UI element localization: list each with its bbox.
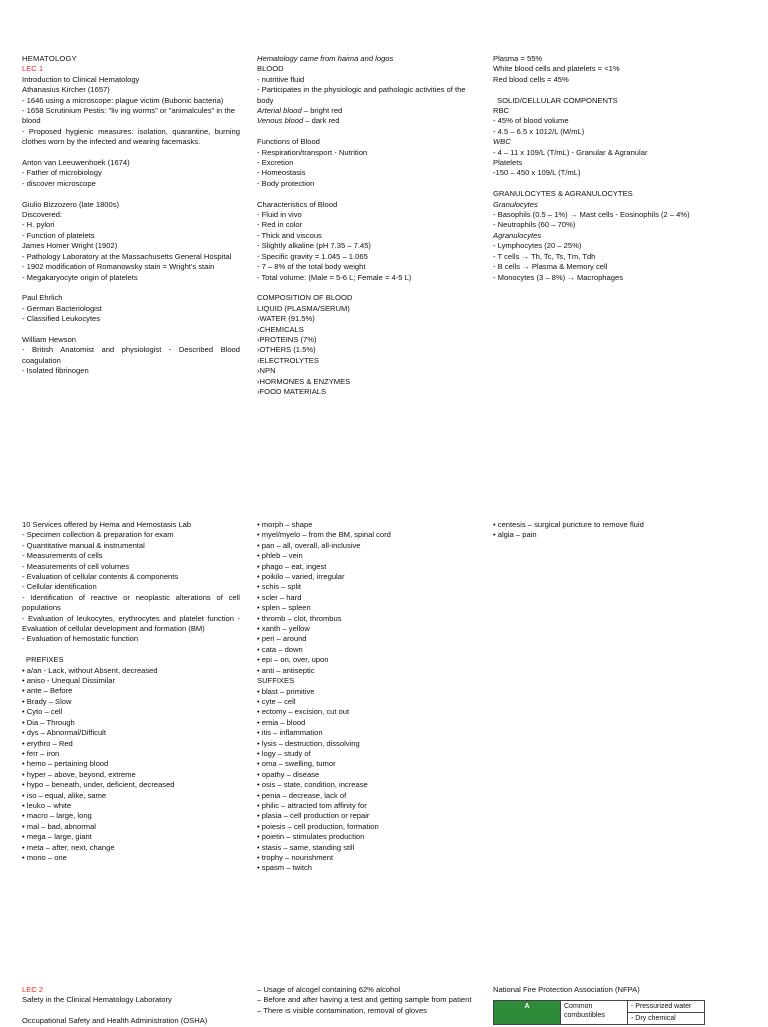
- section-heading: National Fire Protection Association (NFPA): [493, 985, 640, 994]
- note-line: Plasma = 55%: [493, 54, 543, 63]
- section-heading: Characteristics of Blood: [257, 199, 338, 209]
- list-item: • stasis – same, standing still: [257, 842, 355, 852]
- list-item: • philic – attracted tom affinity for: [257, 800, 367, 810]
- arterial-value: – bright red: [301, 106, 343, 116]
- list-item: • Brady – Slow: [22, 696, 72, 706]
- list-item: • schis – split: [257, 582, 302, 592]
- list-item: • anti – antiseptic: [257, 665, 315, 675]
- note-line: - Neutrophils (60 – 70%): [493, 220, 576, 230]
- page1-column-3: [493, 54, 718, 283]
- note-line: ›NPN: [257, 366, 276, 376]
- list-item: • hyper – above, beyond, extreme: [22, 769, 136, 779]
- list-item: • logy – study of: [257, 748, 311, 758]
- note-line: - B cells → Plasma & Memory cell: [493, 262, 608, 272]
- note-line: ›CHEMICALS: [257, 324, 304, 334]
- note-line: [257, 116, 479, 126]
- note-line: - H. pylori: [22, 220, 55, 230]
- person-name: Anton van Leeuwenhoek (1674): [22, 158, 130, 168]
- list-item: • lysis – destruction, dissolving: [257, 738, 360, 748]
- note-line: – Before and after having a test and getting sample from patient: [257, 995, 472, 1005]
- list-item: • Dia – Through: [22, 717, 75, 727]
- page3-column-2: [257, 985, 479, 1016]
- section-heading: Functions of Blood: [257, 137, 320, 147]
- subheading: WBC: [493, 137, 511, 147]
- list-item: • poietin – stimulates production: [257, 832, 365, 842]
- list-item: • thromb – clot, thrombus: [257, 613, 342, 623]
- note-line: - Cellular identification: [22, 582, 97, 592]
- list-item: • pan – all, overall, all-inclusive: [257, 540, 361, 550]
- list-item: • macro – large, long: [22, 811, 92, 821]
- note-line: - Total volume: (Male = 5-6 L; Female = 4-5 L): [257, 272, 412, 282]
- note-line: [257, 106, 479, 116]
- person-name: William Hewson: [22, 334, 77, 344]
- section-heading: Introduction to Clinical Hematology: [22, 74, 140, 84]
- person-name: Giulio Bizzozero (late 1800s): [22, 199, 120, 209]
- note-line: – There is visible contamination, removal of gloves: [257, 1005, 427, 1015]
- note-line: - Father of microbiology: [22, 168, 102, 178]
- note-line: - Respiration/transport - Nutrition: [257, 147, 368, 157]
- list-item: • peri – around: [257, 634, 307, 644]
- section-heading: 10 Services offered by Hema and Hemostasis Lab: [22, 520, 192, 529]
- note-line: - Specific gravity = 1.045 – 1.065: [257, 251, 368, 261]
- list-item: • leuko – white: [22, 800, 72, 810]
- extinguisher-item: - Dry chemical: [628, 1012, 704, 1024]
- note-line: - Classified Leukocytes: [22, 314, 101, 324]
- list-item: • Cyto – cell: [22, 707, 63, 717]
- note-line: Red blood cells = 45%: [493, 74, 569, 84]
- note-line: ›OTHERS (1.5%): [257, 345, 316, 355]
- subheading: Granulocytes: [493, 199, 538, 209]
- note-line: - 1902 modification of Romanowsky stain = Wright's stain: [22, 262, 215, 272]
- list-item: • cyte – cell: [257, 696, 296, 706]
- section-heading: COMPOSITION OF BLOOD: [257, 293, 353, 303]
- lecture-label: LEC 1: [22, 64, 44, 74]
- list-item: • ante – Before: [22, 686, 73, 696]
- list-item: • oma – swelling, tumor: [257, 759, 336, 769]
- note-line: - Specimen collection & preparation for exam: [22, 530, 174, 540]
- note-line: - Participates in the physiologic and pathologic activities of the body: [257, 85, 466, 105]
- fire-class-table: [493, 1000, 705, 1025]
- note-line: – Usage of alcogel containing 62% alcohol: [257, 985, 401, 994]
- subheading: RBC: [493, 106, 510, 116]
- list-item: • emia – blood: [257, 717, 306, 727]
- list-item: • phago – eat, ingest: [257, 561, 327, 571]
- note-line: - British Anatomist and physiologist - Described Blood coagulation: [22, 345, 240, 365]
- note-line: - Evaluation of cellular contents & components: [22, 572, 179, 582]
- note-line: - Proposed hygienic measures: isolation, quarantine, burning clothes worn by the infected and wearing facemasks.: [22, 126, 240, 147]
- note-line: - Monocytes (3 – 8%) → Macrophages: [493, 272, 623, 282]
- list-item: • blast – primitive: [257, 686, 315, 696]
- arterial-label: Arterial blood: [257, 106, 302, 116]
- list-item: • myel/myelo – from the BM, spinal cord: [257, 530, 391, 540]
- note-line: - Slightly alkaline (pH 7.35 – 7.45): [257, 241, 371, 251]
- extinguisher-item: - Pressurized water: [631, 1003, 692, 1011]
- note-line: - nutritive fluid: [257, 74, 305, 84]
- list-item: • spasm – twitch: [257, 863, 312, 873]
- note-line: - Megakaryocyte origin of platelets: [22, 272, 138, 282]
- fire-class-description: Common combustibles: [561, 1001, 628, 1025]
- note-line: - 1646 using a microscope: plague victim (Bubonic bacteria): [22, 95, 224, 105]
- note-line: - Evaluation of hemostatic function: [22, 634, 139, 644]
- list-item: • aniso - Unequal Dissimilar: [22, 676, 115, 686]
- note-line: - Lymphocytes (20 – 25%): [493, 241, 582, 251]
- page2-column-1: [22, 520, 240, 863]
- note-line: - Red in color: [257, 220, 303, 230]
- list-item: • poikilo – varied, irregular: [257, 572, 345, 582]
- person-name: Athanasius Kircher (1657): [22, 85, 110, 95]
- note-line: - Basophils (0.5 – 1%) → Mast cells - Eosinophils (2 – 4%): [493, 210, 690, 220]
- person-name: James Homer Wright (1902): [22, 241, 118, 251]
- list-item: • hypo – beneath, under, deficient, decreased: [22, 780, 175, 790]
- doc-title: HEMATOLOGY: [22, 54, 77, 63]
- list-item: • epi – on, over, upon: [257, 655, 329, 665]
- note-line: White blood cells and platelets = <1%: [493, 64, 620, 74]
- note-line: - Excretion: [257, 158, 294, 168]
- note-line: ›HORMONES & ENZYMES: [257, 376, 351, 386]
- list-item: • erythro – Red: [22, 738, 73, 748]
- venous-value: – dark red: [303, 116, 340, 126]
- list-item: • osis – state, condition, increase: [257, 780, 368, 790]
- list-item: • itis – inflammation: [257, 728, 323, 738]
- page1-column-1: [22, 54, 240, 377]
- list-item: • mono – one: [22, 852, 67, 862]
- note-line: - 4 – 11 x 109/L (T/mL) - Granular & Agranular: [493, 147, 648, 157]
- list-item: • ectomy – excision, cut out: [257, 707, 350, 717]
- note-line: - Measurements of cell volumes: [22, 561, 130, 571]
- table-row: [494, 1001, 705, 1025]
- note-line: - Pathology Laboratory at the Massachusetts General Hospital: [22, 251, 232, 261]
- list-item: • hemo – pertaining blood: [22, 759, 109, 769]
- note-line: - 7 – 8% of the total body weight: [257, 262, 366, 272]
- page2-column-3: [493, 520, 718, 541]
- note-line: ›ELECTROLYTES: [257, 355, 319, 365]
- section-heading: BLOOD: [257, 64, 284, 74]
- subheading: Agranulocytes: [493, 230, 542, 240]
- list-item: • algia – pain: [493, 530, 537, 540]
- note-line: - Isolated fibrinogen: [22, 366, 89, 376]
- list-item: • poiesis – cell production, formation: [257, 821, 379, 831]
- page3-column-1: [22, 985, 240, 1027]
- note-line: - Quantitative manual & instrumental: [22, 540, 145, 550]
- list-item: • a/an - Lack, without Absent, decreased: [22, 665, 158, 675]
- note-line: - Homeostasis: [257, 168, 306, 178]
- section-heading: PREFIXES: [26, 655, 64, 665]
- extinguisher-cell: [628, 1001, 705, 1025]
- note-line: - discover microscope: [22, 178, 96, 188]
- list-item: • meta – after, next, change: [22, 842, 115, 852]
- note-line: Discovered:: [22, 210, 63, 220]
- page1-column-2: [257, 54, 479, 397]
- list-item: • morph – shape: [257, 520, 313, 529]
- lecture-label: LEC 2: [22, 985, 44, 994]
- list-item: • mal – bad, abnormal: [22, 821, 96, 831]
- list-item: • opathy – disease: [257, 769, 320, 779]
- list-item: • cata – down: [257, 644, 303, 654]
- list-item: • iso – equal, alike, same: [22, 790, 107, 800]
- section-heading: GRANULOCYTES & AGRANULOCYTES: [493, 189, 633, 199]
- note-line: -150 – 450 x 109/L (T/mL): [493, 168, 581, 178]
- list-item: • penia – decrease, lack of: [257, 790, 347, 800]
- list-item: • centesis – surgical puncture to remove fluid: [493, 520, 644, 529]
- section-heading: SOLID/CELLULAR COMPONENTS: [497, 95, 618, 105]
- list-item: • trophy – nourishment: [257, 853, 334, 862]
- note-line: ›WATER (91.5%): [257, 314, 315, 324]
- origin-note: Hematology came from haima and logos: [257, 54, 394, 63]
- list-item: • splen – spleen: [257, 603, 311, 613]
- note-line: - Function of platelets: [22, 230, 95, 240]
- note-line: ›PROTEINS (7%): [257, 334, 317, 344]
- list-item: • xanth – yellow: [257, 624, 310, 634]
- note-line: - Measurements of cells: [22, 551, 103, 561]
- note-line: ›FOOD MATERIALS: [257, 386, 327, 396]
- note-line: - Thick and viscous: [257, 230, 322, 240]
- page3-column-3: [493, 985, 718, 1025]
- page2-column-2: [257, 520, 479, 874]
- note-line: - 45% of blood volume: [493, 116, 569, 126]
- note-line: - Fluid in vivo: [257, 210, 302, 220]
- note-line: - T cells → Th, Tc, Ts, Tm, Tdh: [493, 251, 596, 261]
- note-line: - German Bacteriologist: [22, 303, 102, 313]
- note-line: - Body protection: [257, 178, 315, 188]
- section-heading: Occupational Safety and Health Administration (OSHA): [22, 1016, 208, 1026]
- note-line: - Evaluation of leukocytes, erythrocytes and platelet function - Evaluation of cellular development and formation (BM): [22, 613, 240, 634]
- person-name: Paul Ehrlich: [22, 293, 63, 303]
- note-line: LIQUID (PLASMA/SERUM): [257, 303, 350, 313]
- subheading: Platelets: [493, 158, 523, 168]
- list-item: • phleb – vein: [257, 551, 303, 561]
- list-item: • ferr – iron: [22, 748, 60, 758]
- note-line: - Identification of reactive or neoplastic alterations of cell populations: [22, 592, 240, 613]
- note-line: - 1658 Scrutinium Pestis: "liv ing worms" or "animalcules" in the blood: [22, 106, 235, 126]
- list-item: • plasia – cell production or repair: [257, 811, 370, 821]
- section-heading: Safety in the Clinical Hematology Laboratory: [22, 995, 172, 1005]
- list-item: • dys – Abnormal/Difficult: [22, 728, 106, 738]
- list-item: • scler – hard: [257, 592, 302, 602]
- section-heading: SUFFIXES: [257, 676, 295, 686]
- note-line: - 4.5 – 6.5 x 1012/L (M/mL): [493, 126, 585, 136]
- fire-class-cell: A: [494, 1001, 561, 1025]
- venous-label: Venous blood: [257, 116, 304, 126]
- list-item: • mega – large, giant: [22, 832, 92, 842]
